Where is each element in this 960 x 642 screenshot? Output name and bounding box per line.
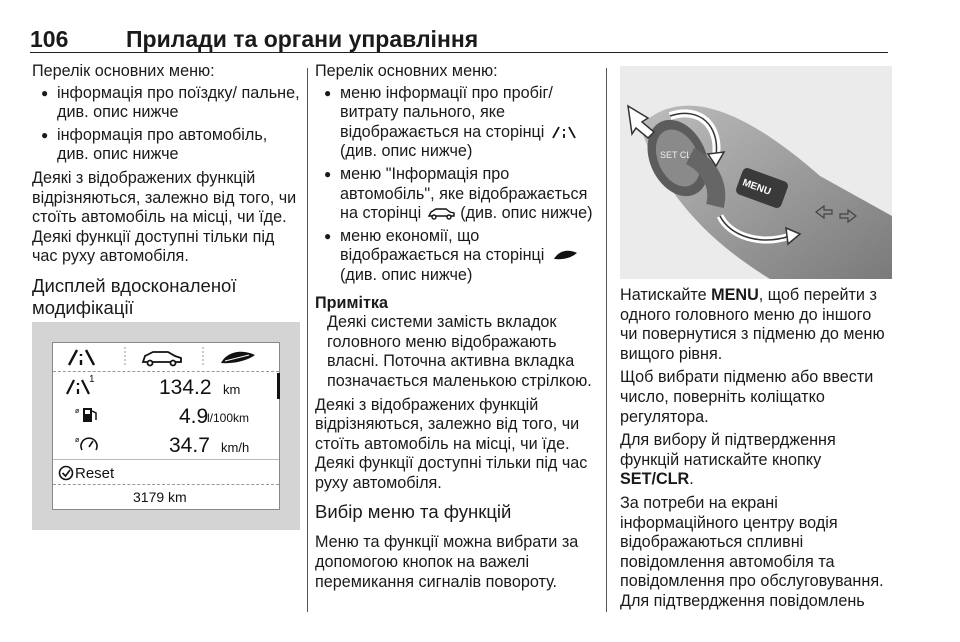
trip-fuel-tab-icon bbox=[69, 350, 94, 365]
col2-bullet-list bbox=[315, 84, 597, 286]
fuel-consumption-value: 4.9 bbox=[179, 405, 209, 428]
trip-fuel-page-icon bbox=[549, 124, 581, 140]
svg-text:ø: ø bbox=[75, 408, 80, 415]
col3-p3-text-end: . bbox=[689, 470, 694, 489]
speedometer-icon bbox=[71, 430, 111, 458]
fuel-consumption-unit: l/100km bbox=[207, 411, 250, 425]
col2-bullet-2-text: меню "Інформація про автомобіль", яке відображається на сторінці bbox=[340, 164, 588, 223]
page-header bbox=[30, 26, 888, 53]
display-scrollbar bbox=[277, 373, 280, 399]
display-illustration bbox=[32, 322, 300, 530]
reset-label: Reset bbox=[75, 465, 115, 482]
page-number: 106 bbox=[30, 26, 69, 52]
col2-intro: Перелік основних меню: bbox=[315, 62, 498, 80]
odometer-value: 3179 km bbox=[133, 489, 187, 505]
col1-bullet-1: ● інформація про поїздку/ пальне, див. опис нижче bbox=[32, 84, 300, 123]
col2-bullet-3 bbox=[315, 227, 597, 286]
menu-keyword: MENU bbox=[711, 286, 759, 304]
col3-p3-text: Для вибору й підтвердження функцій натискайте кнопку bbox=[620, 431, 836, 469]
col2-bullet-3-text: меню економії, що відображається на сторінці bbox=[340, 226, 545, 265]
col2-bullet-1-text: меню інформації про пробіг/ витрату пального, яке відображається на сторінці bbox=[340, 83, 553, 141]
display-row-odometer bbox=[53, 484, 279, 510]
col2-bullet-2 bbox=[315, 165, 597, 224]
col3-p1-text: Натискайте bbox=[620, 286, 712, 304]
vehicle-tab-icon bbox=[143, 352, 181, 366]
col3-p1-text-end: , щоб перейти з одного головного меню до іншого чи повернутися з підменю до меню вищого рівня. bbox=[620, 286, 885, 363]
col2-heading: Вибір меню та функцій bbox=[315, 501, 512, 523]
trip-distance-value: 134.2 bbox=[159, 376, 212, 399]
average-speed-value: 34.7 bbox=[169, 434, 210, 457]
col1-bullet-list bbox=[32, 84, 300, 165]
display-row-distance bbox=[53, 372, 279, 400]
column-1 bbox=[32, 62, 300, 329]
col2-paragraph: Деякі з відображених функцій відрізняються, залежно від того, чи стоїть автомобіль на місці, чи їде. Деякі функції доступні тільки під час руху автомобіля. bbox=[315, 395, 588, 492]
trip-distance-unit: km bbox=[223, 382, 241, 397]
driver-info-display bbox=[52, 342, 280, 510]
note-body: Деякі системи замість вкладок головного меню відображають власні. Поточна активна вкладка позначається маленькою стрілкою. bbox=[327, 313, 592, 390]
col2-bullet-2-ref: (див. опис нижче) bbox=[460, 204, 593, 223]
note-title: Примітка bbox=[315, 293, 388, 312]
display-tabs bbox=[53, 343, 279, 372]
set-clr-label: SET CLR bbox=[660, 150, 698, 160]
set-clr-keyword: SET/CLR bbox=[620, 470, 690, 489]
page-title: Прилади та органи управління bbox=[126, 26, 479, 52]
column-divider-1 bbox=[307, 68, 308, 612]
col1-heading: Дисплей вдосконаленої модифікації bbox=[32, 274, 237, 318]
menu-button-label: MENU bbox=[740, 177, 773, 198]
display-row-consumption bbox=[53, 401, 279, 429]
col1-paragraph: Деякі з відображених функцій відрізняються, залежно від того, чи стоїть автомобіль на місці, чи їде. Деякі функції доступні тільки під час руху автомобіля. bbox=[32, 168, 297, 266]
check-circle-icon bbox=[57, 462, 77, 486]
column-3 bbox=[620, 286, 892, 612]
col2-paragraph-2: Меню та функції можна вибрати за допомогою кнопок на важелі перемикання сигналів повороту. bbox=[315, 533, 579, 591]
col3-paragraph-4: За потреби на екрані інформаційного центру водія відображаються спливні повідомлення автомобіля та повідомлення про обслуговування. Для підтвердження повідомлень bbox=[620, 493, 884, 610]
col3-paragraph-3 bbox=[620, 431, 892, 490]
turn-signal-lever-drawing bbox=[620, 66, 892, 279]
average-speed-unit: km/h bbox=[221, 440, 250, 455]
fuel-pump-icon bbox=[71, 401, 111, 429]
col3-paragraph-2: Щоб вибрати підменю або ввести число, поверніть коліщатко регулятора. bbox=[620, 368, 874, 426]
col2-bullet-3-ref: (див. опис нижче) bbox=[340, 265, 473, 284]
col1-intro: Перелік основних меню: bbox=[32, 62, 215, 80]
column-2 bbox=[315, 62, 597, 592]
col2-bullet-1-ref: (див. опис нижче) bbox=[340, 142, 473, 161]
col2-bullet-1 bbox=[315, 84, 597, 162]
col1-bullet-2: ● інформація про автомобіль, див. опис нижче bbox=[32, 126, 300, 165]
trip-superscript: 1 bbox=[89, 374, 95, 385]
eco-tab-icon bbox=[221, 352, 255, 363]
column-divider-2 bbox=[606, 68, 607, 612]
lever-illustration bbox=[620, 66, 892, 279]
trip-icon bbox=[57, 372, 107, 400]
col3-paragraph-1 bbox=[620, 286, 892, 364]
display-row-speed bbox=[53, 430, 279, 458]
eco-page-icon bbox=[549, 247, 579, 263]
vehicle-page-icon bbox=[426, 205, 456, 221]
display-tab-icons bbox=[53, 343, 279, 371]
svg-text:ø: ø bbox=[75, 437, 80, 444]
